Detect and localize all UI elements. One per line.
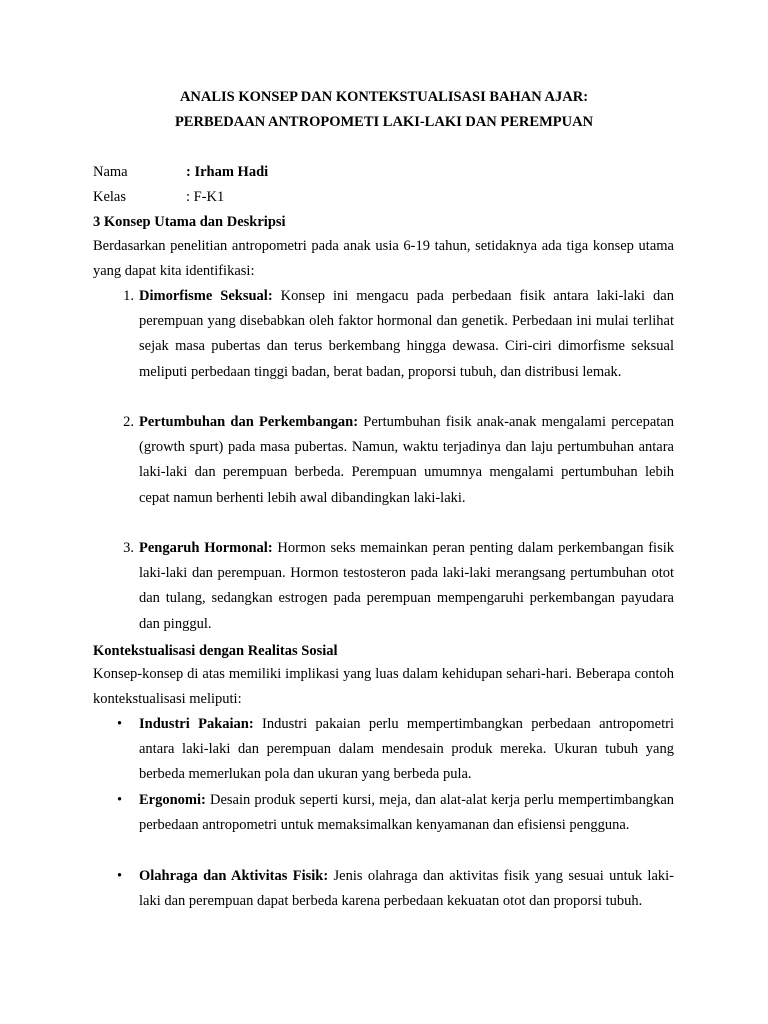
field-value-nama: : Irham Hadi xyxy=(186,164,269,180)
list-item-term: Pengaruh Hormonal: xyxy=(139,540,273,556)
list-item-term: Ergonomi: xyxy=(139,792,206,808)
list-item-text: Hormon seks memainkan peran penting dalam perkembangan fisik laki-laki dan perempuan. Hormon testosteron pada laki-laki merangsang pertumbuhan otot dan tulang, sedangkan estrogen pada perempuan mempengaruhi perkembangan payudara dan pinggul. xyxy=(139,540,674,632)
bullet-icon: • xyxy=(117,716,123,732)
field-label: Kelas xyxy=(93,189,127,205)
list-item xyxy=(117,712,674,788)
section-intro-konsep: Berdasarkan penelitian antropometri pada anak usia 6-19 tahun, setidaknya ada tiga konsep utama yang dapat kita identifikasi: xyxy=(93,238,674,280)
field-value-kelas: : F-K1 xyxy=(186,189,225,205)
list-number: 3. xyxy=(123,540,134,556)
document-title-line-2: PERBEDAAN ANTROPOMETI LAKI-LAKI DAN PEREMPUAN xyxy=(174,114,594,130)
list-item-text: Konsep ini mengacu pada perbedaan fisik antara laki-laki dan perempuan yang disebabkan oleh faktor hormonal dan genetik. Perbedaan ini mulai terlihat sejak masa pubertas dan terus berkembang hingga dewasa. Ciri-ciri dimorfisme seksual meliputi perbedaan tinggi badan, berat badan, proporsi tubuh, dan distribusi lemak. xyxy=(139,288,674,380)
section-intro-kontekstualisasi: Konsep-konsep di atas memiliki implikasi yang luas dalam kehidupan sehari-hari. Beberapa contoh kontekstualisasi meliputi: xyxy=(93,666,674,708)
section-heading-kontekstualisasi: Kontekstualisasi dengan Realitas Sosial xyxy=(93,643,338,659)
document-title-line-1: ANALIS KONSEP DAN KONTEKSTUALISASI BAHAN AJAR: xyxy=(179,89,589,105)
list-item-term: Olahraga dan Aktivitas Fisik: xyxy=(139,868,329,884)
field-row-kelas xyxy=(93,188,224,206)
list-item-term: Dimorfisme Seksual: xyxy=(139,288,273,304)
field-label: Nama xyxy=(93,164,128,180)
list-item-text: Industri pakaian perlu mempertimbangkan perbedaan antropometri antara laki-laki dan perempuan dalam mendesain produk mereka. Ukuran tubuh yang berbeda memerlukan pola dan ukuran yang berbeda pula. xyxy=(139,716,674,783)
list-item xyxy=(117,864,675,914)
list-item xyxy=(123,536,674,637)
list-item-text: Jenis olahraga dan aktivitas fisik yang sesuai untuk laki-laki dan perempuan dapat berbeda karena perbedaan kekuatan otot dan proporsi tubuh. xyxy=(139,868,675,910)
bullet-icon: • xyxy=(117,868,123,884)
list-number: 2. xyxy=(123,414,134,430)
list-number: 1. xyxy=(123,288,134,304)
field-row-nama xyxy=(93,163,268,181)
list-item xyxy=(123,410,674,511)
section-heading-konsep: 3 Konsep Utama dan Deskripsi xyxy=(93,214,286,230)
list-item-term: Industri Pakaian: xyxy=(139,716,254,732)
list-item-text: Pertumbuhan fisik anak-anak mengalami percepatan (growth spurt) pada masa pubertas. Namun, waktu terjadinya dan laju pertumbuhan antara laki-laki dan perempuan berbeda. Perempuan umumnya mengalami pertumbuhan lebih cepat namun berhenti lebih awal dibandingkan laki-laki. xyxy=(139,414,674,506)
list-item-text: Desain produk seperti kursi, meja, dan alat-alat kerja perlu mempertimbangkan perbedaan antropometri untuk memaksimalkan kenyamanan dan efisiensi pengguna. xyxy=(139,792,674,834)
list-item-term: Pertumbuhan dan Perkembangan: xyxy=(139,414,359,430)
bullet-icon: • xyxy=(117,792,123,808)
list-item xyxy=(123,284,674,385)
list-item xyxy=(117,788,674,838)
